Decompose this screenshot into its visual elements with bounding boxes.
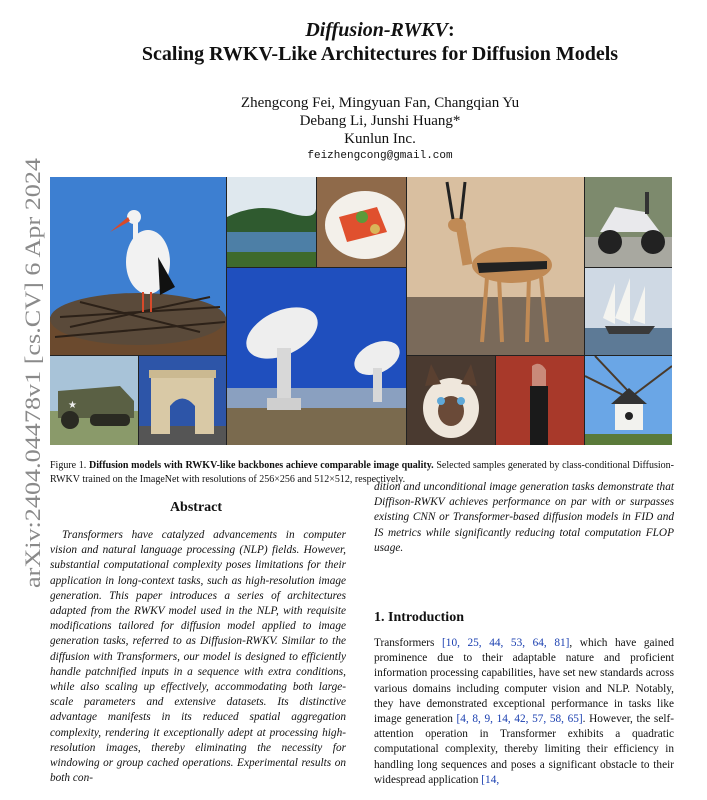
tile-radio-telescopes	[227, 268, 406, 445]
introduction-paragraph	[374, 636, 674, 788]
tile-sailing-ship	[585, 268, 672, 355]
tile-siamese-cat	[407, 356, 495, 445]
tile-lake-landscape	[227, 177, 316, 267]
introduction-heading: 1. Introduction	[374, 610, 464, 625]
arxiv-side-stamp	[12, 150, 52, 590]
intro-text-c: . However, the self-attention operation in Transformer exhibits a quadratic computational complexity, thereby limiting their efficiency in handling long sequences and poses a significant obstacle to their widespread application	[374, 713, 674, 786]
title-line2: Scaling RWKV-Like Architectures for Diffusion Models	[141, 43, 619, 65]
tile-lipstick	[496, 356, 584, 445]
figure-caption-rest: Selected samples generated by class-conditional Diffusion-RWKV trained on the ImageNet with resolutions of 256×256 and 512×512, respectively.	[50, 460, 675, 485]
svg-text:★: ★	[68, 400, 77, 411]
citation-link-1[interactable]: [10, 25, 44, 53, 64, 81]	[442, 637, 570, 649]
figure-caption-bold: Diffusion models with RWKV-like backbones achieve comparable image quality.	[89, 460, 434, 471]
author-block	[60, 94, 700, 148]
tile-arc-de-triomphe	[139, 356, 226, 445]
intro-text-b: , which have gained prominence due to their adaptable nature and proficient information processing capabilities, have set new standards across various domains including computer vision and NLP. Notably, they have demonstrated exceptional performance in tasks like image generation	[374, 637, 675, 726]
tile-gazelle	[407, 177, 584, 355]
citation-link-3[interactable]: [14,	[481, 773, 500, 786]
authors-line1: Zhengcong Fei, Mingyuan Fan, Changqian Yu	[240, 95, 520, 111]
intro-text-a: Transformers	[374, 637, 443, 649]
arxiv-id-text: arXiv:2404.04478v1 [cs.CV] 6 Apr 2024	[20, 226, 45, 588]
tile-scooter	[585, 177, 672, 267]
author-email[interactable]: feizhengcong@gmail.com	[307, 150, 453, 162]
tile-stork-on-nest	[50, 177, 226, 355]
figure-1-mosaic	[50, 177, 672, 445]
citation-link-2[interactable]: [4, 8, 9, 14, 42, 57, 58, 65]	[456, 713, 583, 726]
paper-title	[60, 18, 700, 66]
affiliation: Kunlun Inc.	[344, 131, 416, 147]
abstract-heading: Abstract	[169, 500, 223, 515]
tile-birdhouse	[585, 356, 672, 445]
title-line1: Diffusion-RWKV	[305, 19, 448, 41]
abstract-text: Transformers have catalyzed advancements in computer vision and natural language processing (NLP) fields. However, substantial computational complexity poses limitations for their application in long-context tasks, such as high-resolution image generation. This paper introduces a series of architectures adapted from the RWKV model used in the NLP, with requisite modifications tailored for diffusion model applied to image generation tasks, referred to as Diffusion-RWKV. Similar to the diffusion with Transformers, our model is designed to efficiently handle patchnified inputs in a sequence with extra conditions, while also scaling up effectively, accommodating both large-scale parameters and extensive datasets. Its distinctive advantage manifests in its reduced spatial aggregation complexity, rendering it exceptionally adept at processing high-resolution images, thereby eliminating the necessity for windowing or group cached operations. Experimental results on both con-	[50, 529, 346, 785]
title-colon: :	[447, 19, 455, 41]
abstract-continuation: dition and unconditional image generation tasks demonstrate that Diffison-RWKV achieves performance on par with or surpasses existing CNN or Transformer-based diffusion models in FID and IS metrics while significantly reducing total computation FLOP usage.	[374, 481, 674, 554]
figure-label: Figure 1.	[50, 460, 87, 471]
tile-food-plate	[317, 177, 406, 267]
authors-line2: Debang Li, Junshi Huang*	[299, 113, 461, 129]
tile-military-halftrack	[50, 356, 138, 445]
